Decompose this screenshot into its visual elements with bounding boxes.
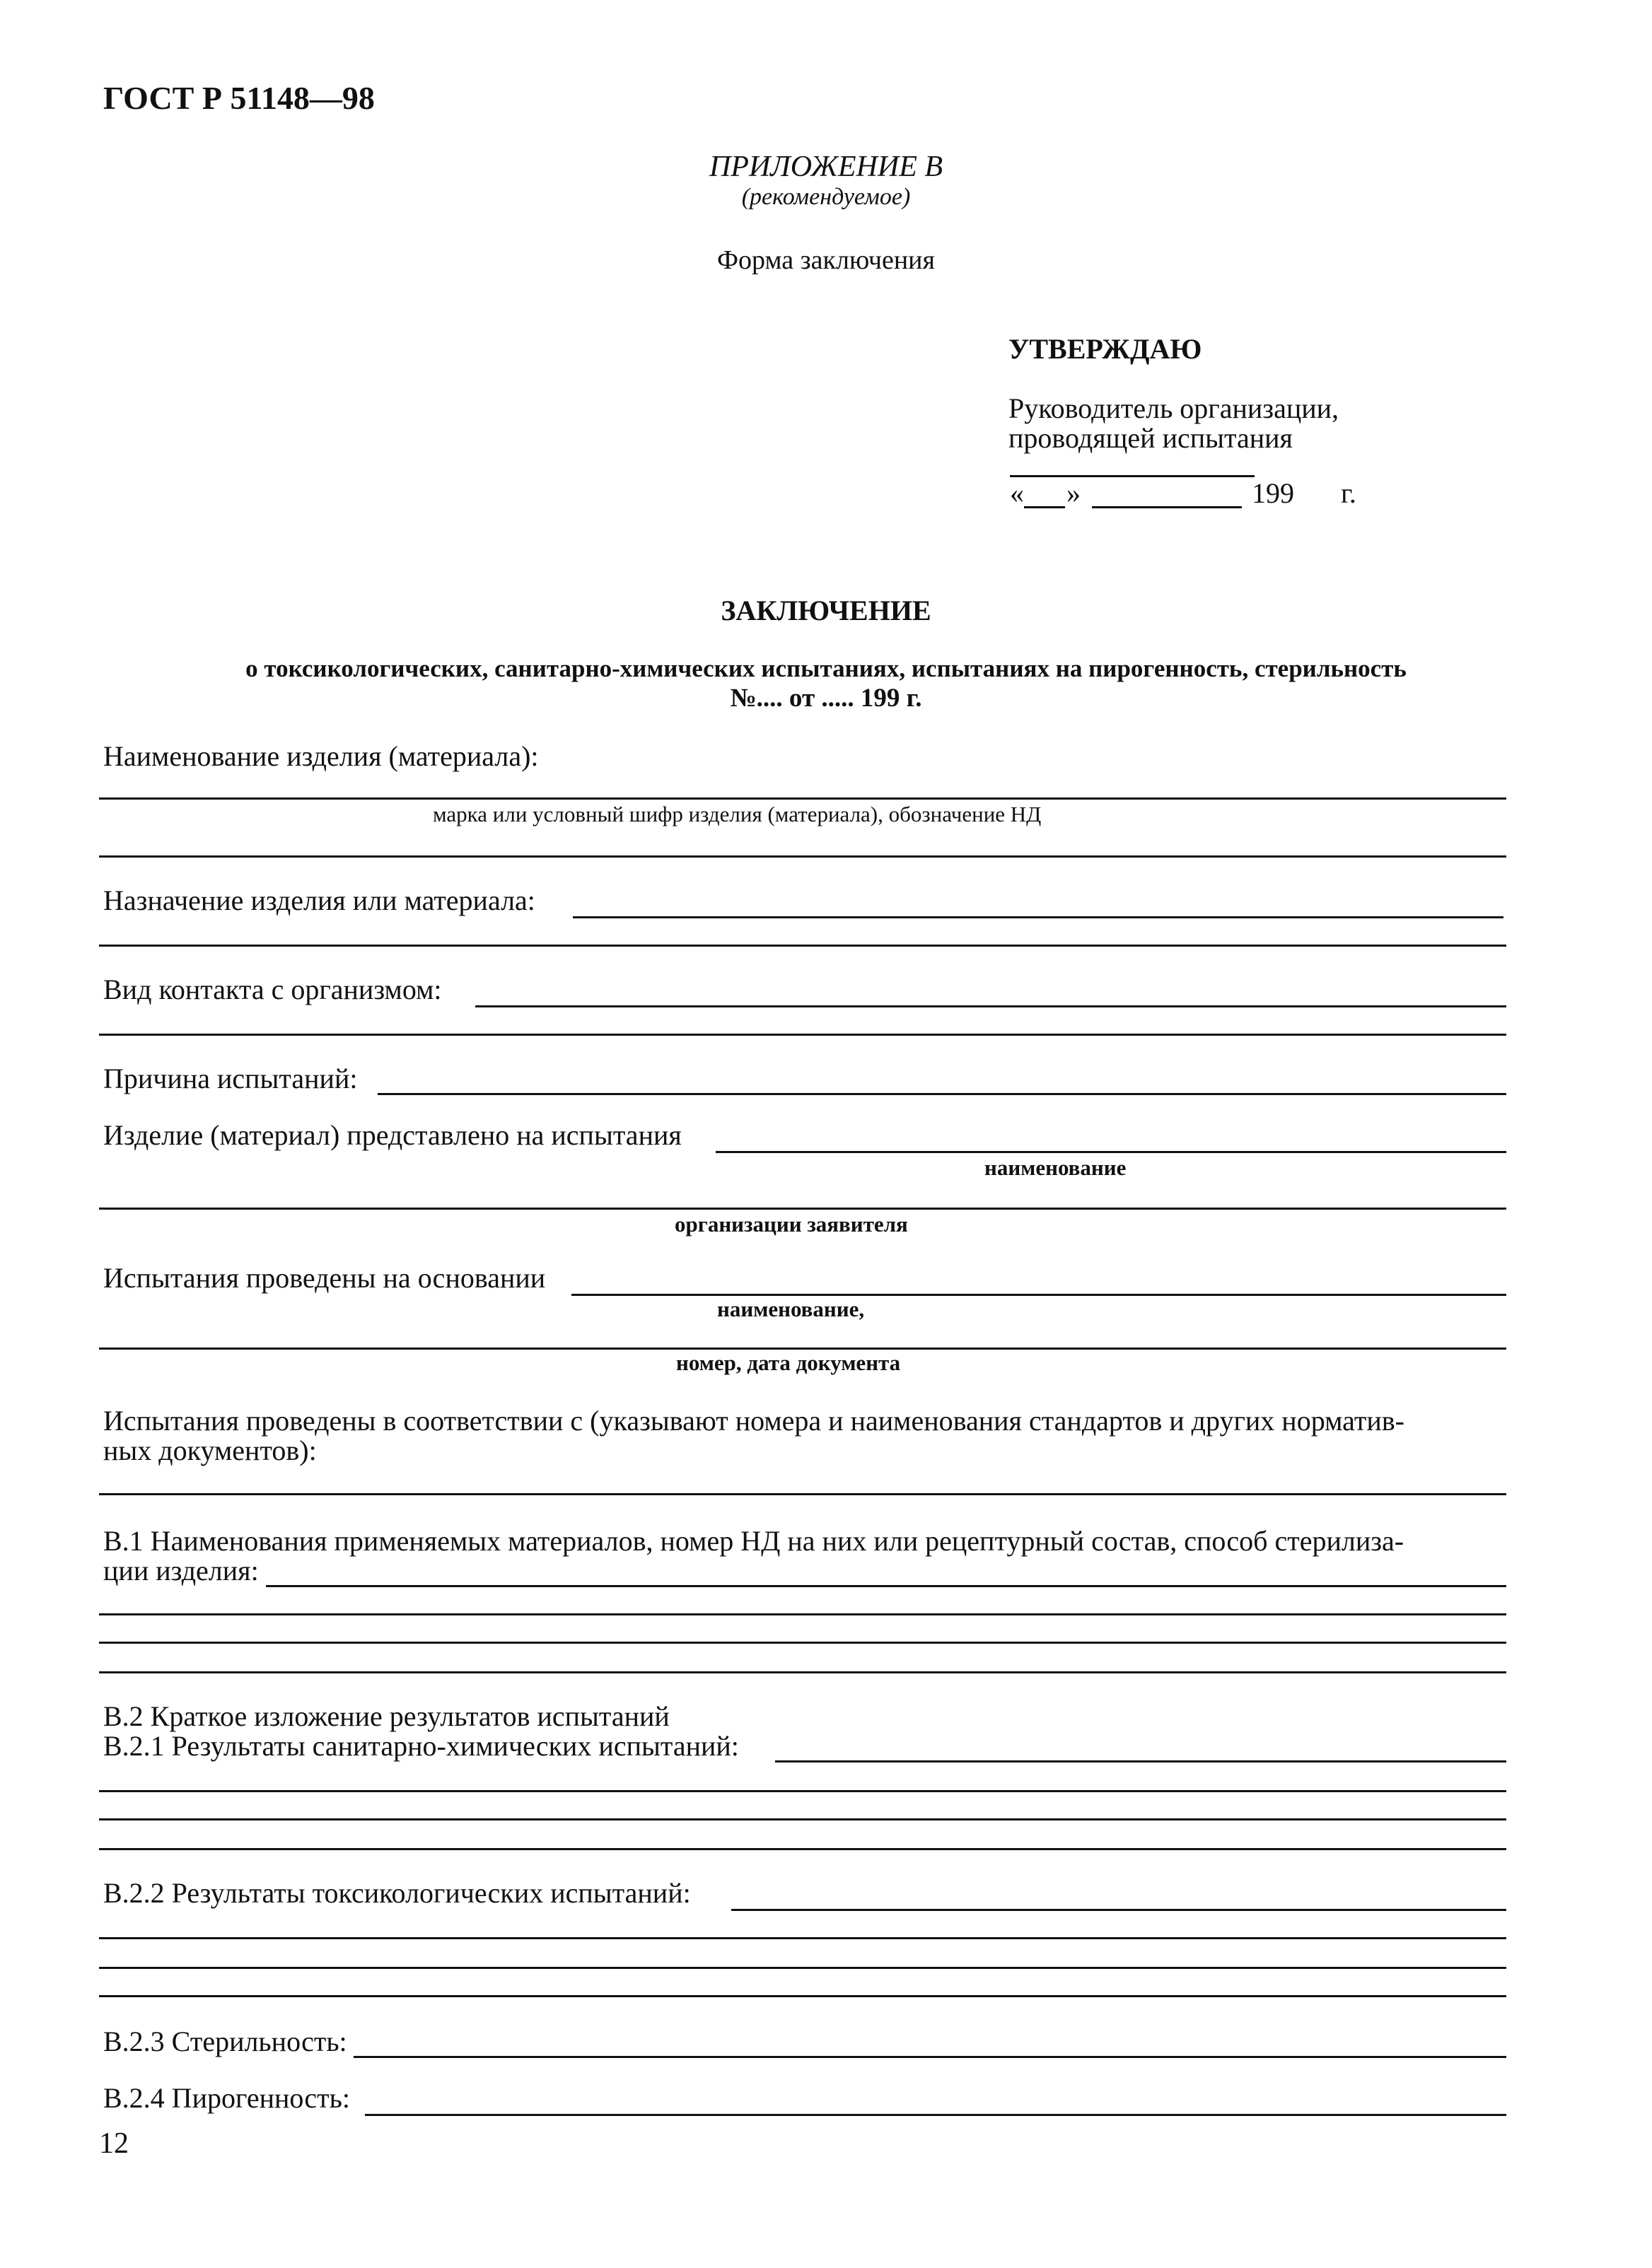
purpose-label: Назначение изделия или материала: [103, 884, 535, 916]
section-b1-line1: В.1 Наименования применяемых материалов, номер НД на них или рецептурный состав, способ стерилиза- [103, 1525, 1404, 1557]
submitted-label: Изделие (материал) представлено на испытания [103, 1119, 682, 1151]
signature-line[interactable] [1010, 475, 1255, 477]
product-name-label: Наименование изделия (материала): [103, 740, 539, 772]
conclusion-subtitle: о токсикологических, санитарно-химических испытаниях, испытаниях на пирогенность, стерильность [245, 655, 1407, 682]
contact-line[interactable] [475, 1005, 1506, 1007]
section-b21-line-4[interactable] [99, 1848, 1506, 1850]
submitted-caption-1: наименование [984, 1155, 1127, 1180]
reason-line[interactable] [378, 1093, 1506, 1095]
product-name-caption: марка или условный шифр изделия (материала), обозначение НД [433, 802, 1042, 826]
section-b21-line-2[interactable] [99, 1790, 1506, 1792]
section-b1-line[interactable] [266, 1585, 1506, 1587]
contact-label: Вид контакта с организмом: [103, 974, 442, 1005]
date-month-line[interactable] [1092, 506, 1242, 508]
date-day-line[interactable] [1024, 506, 1065, 508]
product-name-line-2[interactable] [99, 855, 1506, 858]
section-b23-line[interactable] [354, 2056, 1506, 2058]
section-b23-label: В.2.3 Стерильность: [103, 2026, 347, 2057]
product-name-line[interactable] [99, 797, 1506, 800]
section-b22-line[interactable] [731, 1909, 1506, 1911]
section-b1-line2: ции изделия: [103, 1555, 259, 1586]
section-b24-label: В.2.4 Пирогенность: [103, 2082, 351, 2114]
section-b1-line-4[interactable] [99, 1671, 1506, 1673]
basis-line[interactable] [571, 1294, 1506, 1296]
section-b2-heading: В.2 Краткое изложение результатов испытаний [103, 1700, 670, 1732]
section-b21-line-3[interactable] [99, 1818, 1506, 1820]
date-quote-open: « [1010, 477, 1024, 509]
conclusion-title: ЗАКЛЮЧЕНИЕ [721, 595, 931, 626]
section-b22-label: В.2.2 Результаты токсикологических испытаний: [103, 1877, 691, 1909]
section-b21-label: В.2.1 Результаты санитарно-химических испытаний: [103, 1730, 739, 1762]
section-b24-line[interactable] [365, 2114, 1506, 2116]
basis-caption-1: наименование, [717, 1297, 865, 1321]
accordance-line[interactable] [99, 1493, 1506, 1495]
page-number: 12 [99, 2127, 129, 2160]
approver-title-line2: проводящей испытания [1008, 422, 1293, 454]
submitted-line-2[interactable] [99, 1208, 1506, 1210]
date-quote-close: » [1066, 477, 1081, 509]
reason-label: Причина испытаний: [103, 1063, 358, 1094]
basis-line-2[interactable] [99, 1348, 1506, 1350]
accordance-text-line2: ных документов): [103, 1434, 317, 1466]
standard-number: ГОСТ Р 51148—98 [103, 80, 375, 116]
basis-label: Испытания проведены на основании [103, 1262, 546, 1294]
conclusion-number-line: №.... от ..... 199 г. [730, 684, 922, 713]
annex-title: ПРИЛОЖЕНИЕ В [709, 151, 943, 183]
submitted-line[interactable] [716, 1151, 1506, 1153]
purpose-line[interactable] [573, 916, 1503, 918]
submitted-caption-2: организации заявителя [675, 1212, 908, 1237]
section-b1-line-2[interactable] [99, 1613, 1506, 1615]
approve-heading: УТВЕРЖДАЮ [1008, 333, 1202, 365]
contact-line-2[interactable] [99, 1034, 1506, 1036]
annex-note: (рекомендуемое) [741, 184, 911, 210]
section-b22-line-2[interactable] [99, 1937, 1506, 1939]
section-b1-line-3[interactable] [99, 1642, 1506, 1644]
section-b22-line-3[interactable] [99, 1967, 1506, 1969]
date-year-suffix: г. [1341, 477, 1356, 509]
section-b22-line-4[interactable] [99, 1995, 1506, 1997]
approver-title-line1: Руководитель организации, [1008, 392, 1339, 424]
form-name: Форма заключения [717, 245, 935, 275]
purpose-line-2[interactable] [99, 945, 1506, 947]
date-year: 199 [1252, 477, 1294, 509]
section-b21-line[interactable] [775, 1760, 1506, 1763]
accordance-text-line1: Испытания проведены в соответствии с (указывают номера и наименования стандартов и других норматив- [103, 1405, 1404, 1437]
basis-caption-2: номер, дата документа [676, 1350, 901, 1375]
